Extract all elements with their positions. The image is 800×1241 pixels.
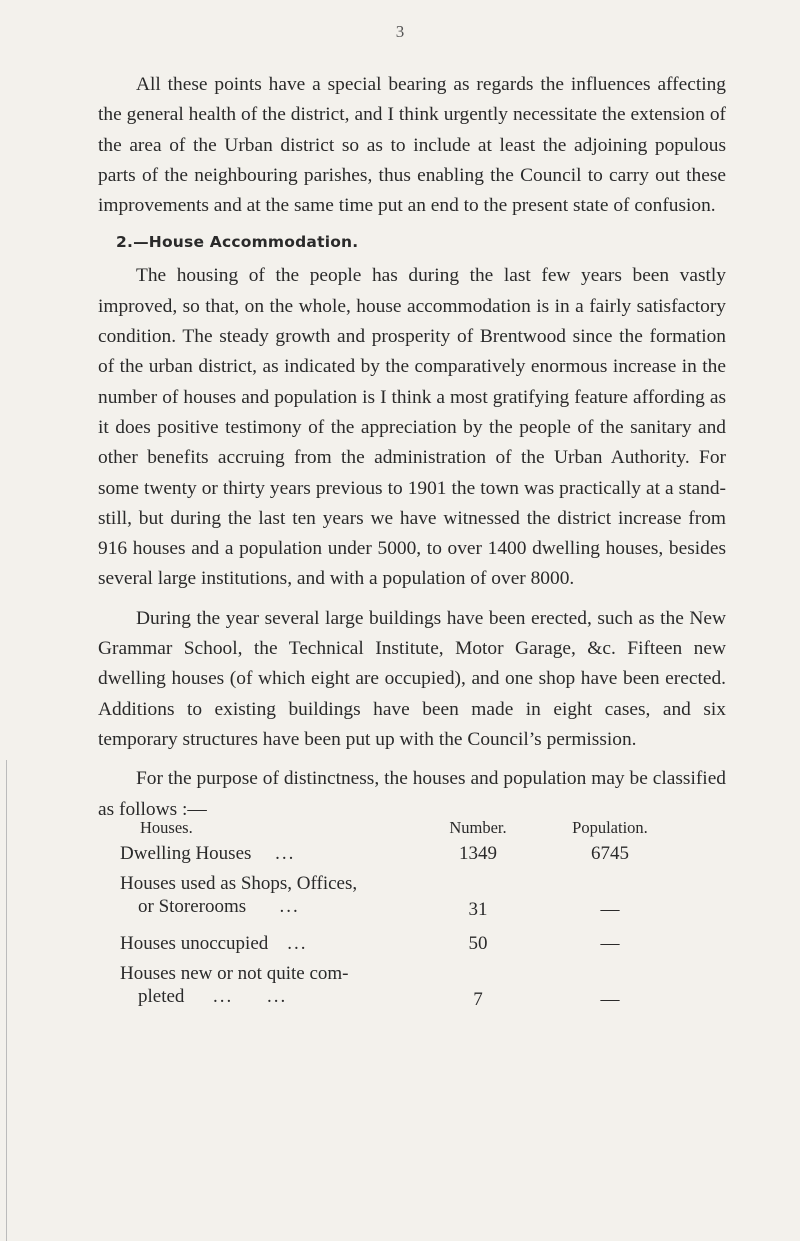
section-heading: 2.—House Accommodation.	[116, 233, 359, 252]
header-population: Population.	[572, 818, 648, 837]
row-label: Houses unoccupied	[120, 933, 269, 954]
row-number: 1349	[459, 843, 497, 864]
houses-table	[120, 816, 680, 1018]
paragraph-buildings: During the year several large buildings have been erected, such as the New Grammar School, the Technical Institute, Motor Garage, &c. Fifteen new dwelling houses (of which eight are occupied), and one shop have been erected. Additions to existing buildings have been made in eight cases, and six temporary structures have been put up with the Council’s permission.	[98, 607, 726, 750]
table-row	[120, 872, 680, 928]
row-population: —	[600, 933, 620, 954]
row-population: —	[600, 989, 620, 1010]
paragraph-classification: For the purpose of distinctness, the houses and population may be classified as follows :—	[98, 768, 726, 820]
row-label-cont: pleted	[138, 986, 185, 1007]
row-label-cont: or Storerooms	[138, 896, 247, 917]
row-label: Houses used as Shops, Offices,	[120, 873, 358, 894]
header-number: Number.	[449, 818, 507, 837]
row-dots: ...	[275, 843, 296, 864]
row-dots: ...	[287, 933, 308, 954]
paragraph-housing: The housing of the people has during the last few years been vastly improved, so that, on the whole, house accommodation is in a fairly satisfactory condition. The steady growth and prosperity of Brentwood since the formation of the urban district, as indicated by the comparatively enormous increase in the number of houses and population is I think a most gratifying feature affording as it does positive testimony of the appreciation by the people of the sanitary and other benefits accruing from the administration of the Urban Authority. For some twenty or thirty years previous to 1901 the town was practically at a stand-still, but during the last ten years we have witnessed the district increase from 916 houses and a population under 5000, to over 1400 dwelling houses, besides several large institutions, and with a population of over 8000.	[98, 265, 726, 590]
page-number: 3	[395, 22, 405, 41]
row-label: Dwelling Houses	[120, 843, 252, 864]
row-population: 6745	[591, 843, 629, 864]
paragraph-influences: All these points have a special bearing as regards the influences affecting the general health of the district, and I think urgently necessitate the extension of the area of the Urban district so as to include at least the adjoining populous parts of the neighbouring parishes, thus enabling the Council to carry out these improvements and at the same time put an end to the present state of confusion.	[98, 74, 726, 217]
row-number: 7	[473, 989, 483, 1010]
row-number: 50	[468, 933, 488, 954]
row-dots: ...	[279, 896, 300, 917]
table-header	[120, 816, 680, 842]
binding-edge-line	[6, 760, 7, 1241]
table-row	[120, 962, 680, 1018]
row-number: 31	[468, 899, 488, 920]
header-houses: Houses.	[140, 818, 193, 837]
row-dots: ... ...	[212, 986, 288, 1007]
row-label: Houses new or not quite com-	[120, 963, 349, 984]
row-population: —	[600, 899, 620, 920]
body-text	[98, 70, 726, 825]
table-row	[120, 932, 680, 962]
table-row	[120, 842, 680, 872]
